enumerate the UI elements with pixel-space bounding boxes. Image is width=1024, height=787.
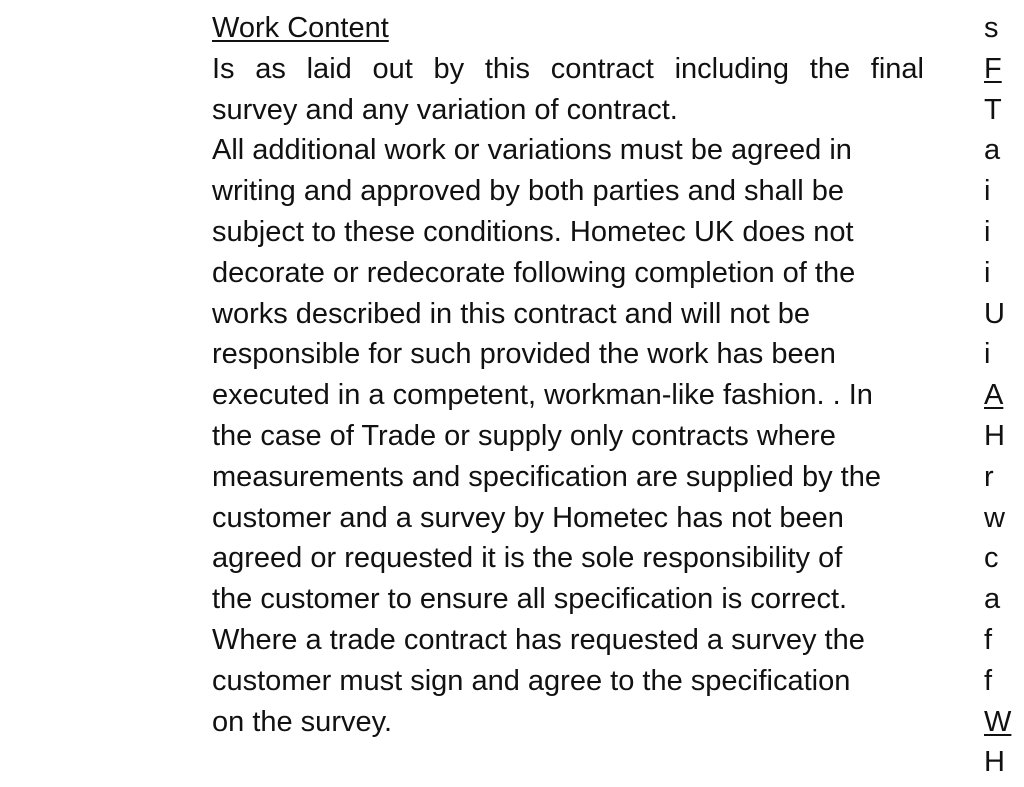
right-text-column-cropped	[984, 8, 1024, 783]
cropped-heading-fragment: A	[984, 379, 1004, 412]
paragraph-line: customer must sign and agree to the specification	[212, 664, 851, 697]
cropped-text-fragment: a	[984, 583, 1001, 616]
paragraph-line: survey and any variation of contract.	[212, 93, 678, 126]
paragraph-line: Is as laid out by this contract including the final	[212, 52, 924, 85]
cropped-text-fragment: i	[984, 256, 991, 289]
cropped-text-fragment: f	[984, 664, 993, 697]
cropped-text-fragment: a	[984, 134, 1001, 167]
paragraph-line: works described in this contract and will not be	[212, 297, 811, 330]
cropped-text-fragment: i	[984, 338, 991, 371]
cropped-text-fragment: T	[984, 93, 1002, 126]
cropped-text-fragment: w	[984, 501, 1005, 534]
cropped-heading-fragment: W	[984, 705, 1012, 738]
cropped-text-fragment: U	[984, 297, 1005, 330]
paragraph-line: the case of Trade or supply only contracts where	[212, 419, 836, 452]
cropped-text-fragment: i	[984, 215, 991, 248]
paragraph-line: executed in a competent, workman-like fashion. . In	[212, 379, 873, 412]
paragraph-line: Where a trade contract has requested a survey the	[212, 623, 865, 656]
paragraph-line: writing and approved by both parties and shall be	[212, 175, 844, 208]
cropped-text-fragment: f	[984, 623, 993, 656]
paragraph-line: decorate or redecorate following completion of the	[212, 256, 856, 289]
cropped-text-fragment: s	[984, 12, 999, 44]
paragraph-line: customer and a survey by Hometec has not been	[212, 501, 844, 534]
paragraph-line: All additional work or variations must be agreed in	[212, 134, 852, 167]
paragraph-line: the customer to ensure all specification is correct.	[212, 583, 848, 616]
cropped-text-fragment: r	[984, 460, 994, 493]
paragraph-line: responsible for such provided the work has been	[212, 338, 836, 371]
left-text-column	[212, 8, 924, 742]
cropped-text-fragment: H	[984, 746, 1005, 779]
paragraph-line: on the survey.	[212, 705, 393, 738]
paragraph-line: agreed or requested it is the sole responsibility of	[212, 542, 843, 575]
paragraph-line: subject to these conditions. Hometec UK does not	[212, 215, 854, 248]
cropped-text-fragment: c	[984, 542, 999, 575]
section-heading-work-content: Work Content	[212, 12, 389, 44]
cropped-heading-fragment: F	[984, 52, 1002, 85]
cropped-text-fragment: i	[984, 175, 991, 208]
paragraph-line: measurements and specification are supplied by the	[212, 460, 881, 493]
cropped-text-fragment: H	[984, 419, 1005, 452]
